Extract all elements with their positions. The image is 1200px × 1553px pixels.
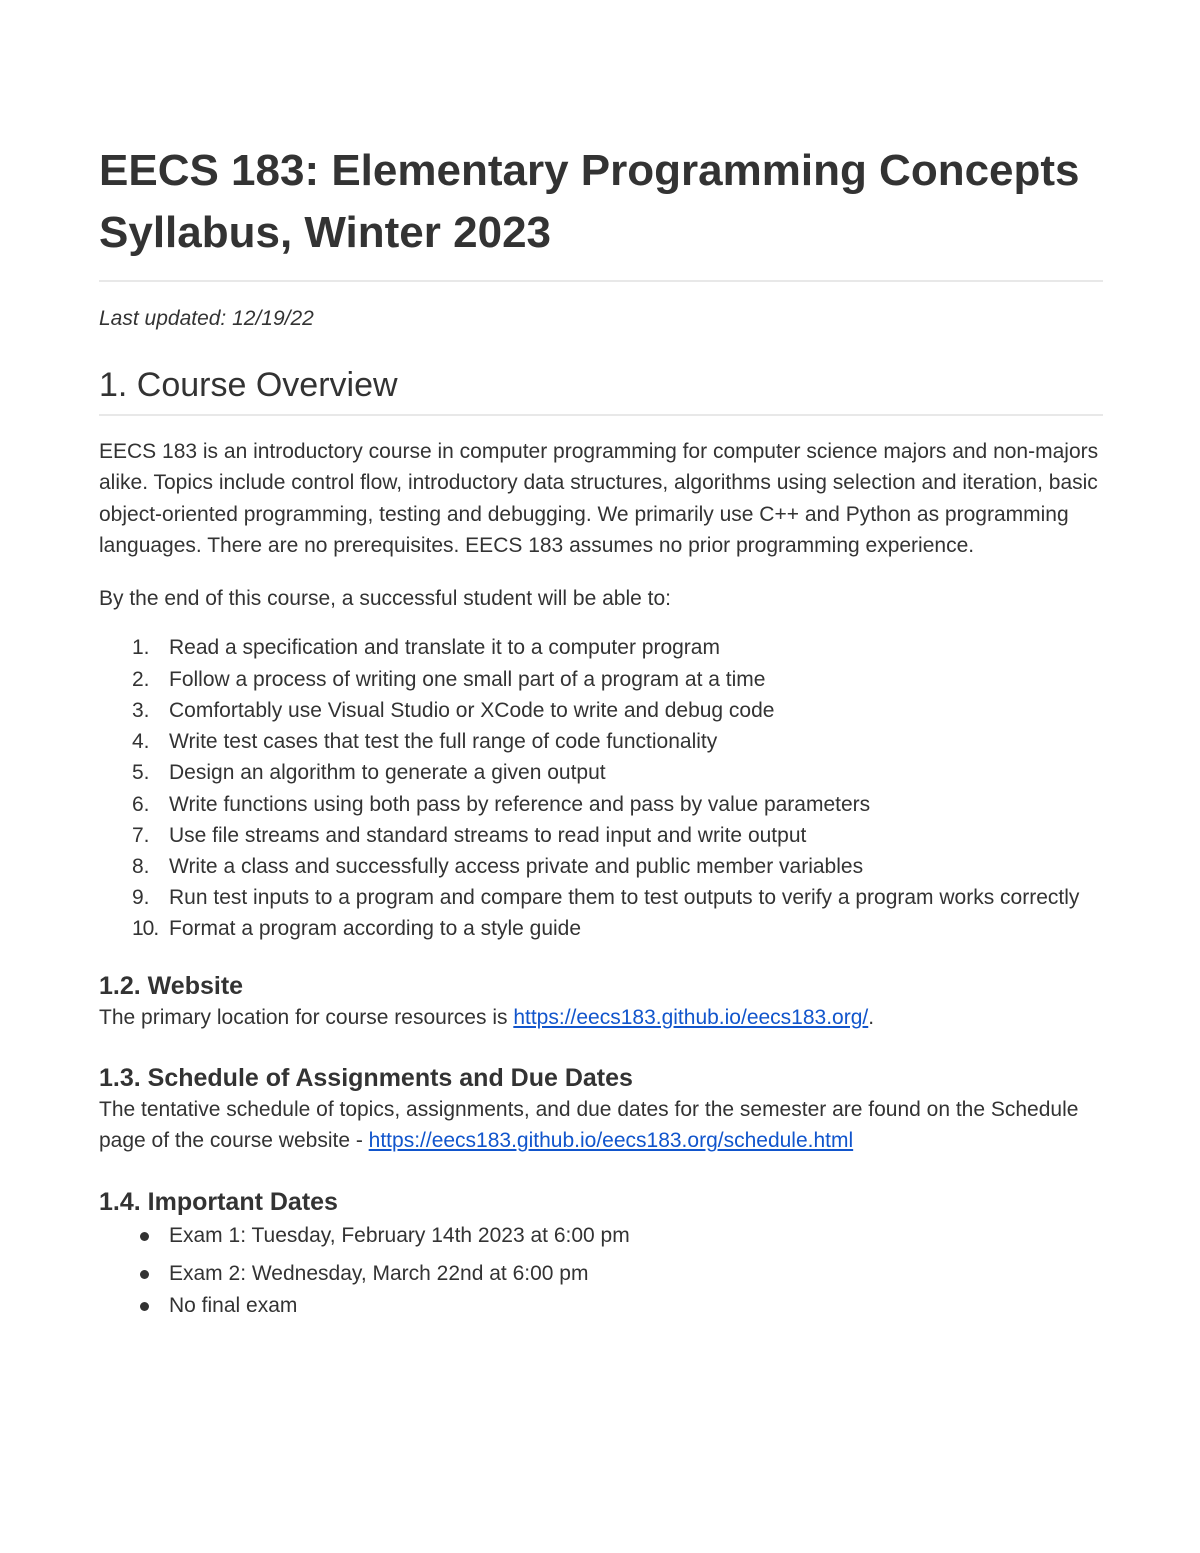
outcomes-intro: By the end of this course, a successful student will be able to: — [99, 587, 671, 611]
list-item-text: Read a specification and translate it to a computer program — [169, 636, 720, 660]
list-item — [99, 1290, 1103, 1322]
list-item-text: Write functions using both pass by reference and pass by value parameters — [169, 792, 871, 816]
list-item-text: Follow a process of writing one small part of a program at a time — [169, 667, 766, 691]
list-item-number: 5. — [132, 761, 150, 785]
list-item-text: Exam 2: Wednesday, March 22nd at 6:00 pm — [169, 1262, 589, 1286]
list-item-number: 7. — [132, 823, 150, 847]
list-item-number: 4. — [132, 730, 150, 754]
document-page — [99, 140, 1103, 1322]
document-title — [99, 140, 1103, 282]
list-item — [99, 789, 1103, 820]
list-item-number: 6. — [132, 792, 150, 816]
website-suffix: . — [868, 1005, 875, 1029]
section-heading-website: 1.2. Website — [99, 971, 244, 1000]
course-overview-paragraph: EECS 183 is an introductory course in computer programming for computer science majors and non-majors alike. Topics include control flow, introductory data structures, algorithms using selection and iteration, basic object-oriented programming, testing and debugging. We primarily use C++ and Python as programming languages. There are no prerequisites. EECS 183 assumes no prior programming experience. — [99, 440, 1099, 557]
list-item — [99, 1258, 1103, 1290]
section-heading-schedule: 1.3. Schedule of Assignments and Due Dates — [99, 1063, 633, 1092]
list-item — [99, 1220, 1103, 1252]
title-line-1: EECS 183: Elementary Programming Concepts — [99, 146, 1080, 195]
list-item-text: Design an algorithm to generate a given output — [169, 761, 606, 785]
outcomes-list — [99, 632, 1103, 944]
schedule-text: The tentative schedule of topics, assignments, and due dates for the semester are found on the Schedule page of the course website - — [99, 1097, 1079, 1153]
list-item-text: Run test inputs to a program and compare them to test outputs to verify a program works correctly — [169, 886, 1080, 910]
website-text: The primary location for course resources is — [99, 1005, 514, 1029]
list-item-text: Comfortably use Visual Studio or XCode to write and debug code — [169, 698, 775, 722]
list-item-text: No final exam — [169, 1294, 298, 1318]
list-item — [99, 913, 1103, 944]
list-item-text: Format a program according to a style guide — [169, 917, 582, 941]
last-updated: Last updated: 12/19/22 — [99, 307, 314, 330]
schedule-paragraph — [99, 1094, 1103, 1157]
list-item-text: Exam 1: Tuesday, February 14th 2023 at 6:00 pm — [169, 1224, 630, 1248]
list-item — [99, 882, 1103, 913]
bullet-icon — [140, 1270, 149, 1279]
list-item-number: 9. — [132, 886, 150, 910]
list-item — [99, 632, 1103, 663]
list-item — [99, 757, 1103, 788]
section-heading-course-overview: 1. Course Overview — [99, 362, 1103, 416]
list-item-number: 2. — [132, 667, 150, 691]
list-item-number: 8. — [132, 854, 150, 878]
list-item-number: 1. — [132, 636, 150, 660]
list-item-text: Write a class and successfully access private and public member variables — [169, 854, 864, 878]
schedule-link[interactable]: https://eecs183.github.io/eecs183.org/schedule.html — [368, 1129, 854, 1153]
list-item-number: 10. — [132, 917, 159, 941]
list-item — [99, 851, 1103, 882]
list-item-text: Write test cases that test the full range of code functionality — [169, 730, 718, 754]
list-item — [99, 695, 1103, 726]
list-item — [99, 664, 1103, 695]
important-dates-list — [99, 1220, 1103, 1322]
website-paragraph — [99, 1002, 1103, 1033]
website-link[interactable]: https://eecs183.github.io/eecs183.org/ — [513, 1005, 869, 1029]
bullet-icon — [140, 1232, 149, 1241]
list-item — [99, 726, 1103, 757]
list-item — [99, 820, 1103, 851]
section-heading-important-dates: 1.4. Important Dates — [99, 1188, 338, 1217]
title-line-2: Syllabus, Winter 2023 — [99, 208, 552, 257]
bullet-icon — [140, 1302, 149, 1311]
list-item-text: Use file streams and standard streams to read input and write output — [169, 823, 807, 847]
list-item-number: 3. — [132, 698, 150, 722]
